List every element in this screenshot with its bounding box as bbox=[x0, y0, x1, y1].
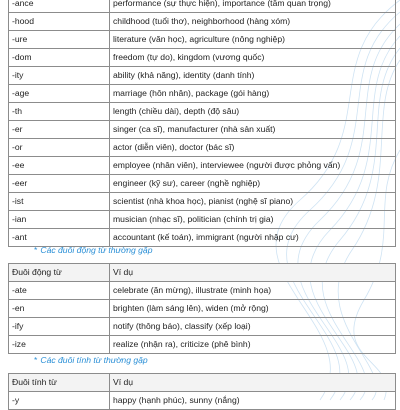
example-cell: marriage (hôn nhân), package (gói hàng) bbox=[110, 85, 396, 103]
suffix-cell: -age bbox=[9, 85, 110, 103]
suffix-cell: -ure bbox=[9, 31, 110, 49]
column-header-suffix: Đuôi tính từ bbox=[9, 374, 110, 392]
table-row bbox=[9, 211, 396, 229]
column-header-example: Ví dụ bbox=[110, 264, 396, 282]
table-row bbox=[9, 300, 396, 318]
suffix-cell: -ance bbox=[9, 0, 110, 13]
noun-suffix-table bbox=[8, 0, 396, 247]
table-row bbox=[9, 13, 396, 31]
example-cell: scientist (nhà khoa học), pianist (nghệ sĩ piano) bbox=[110, 193, 396, 211]
table-row bbox=[9, 282, 396, 300]
suffix-cell: -hood bbox=[9, 13, 110, 31]
example-cell: happy (hạnh phúc), sunny (nắng) bbox=[110, 392, 396, 410]
example-cell: actor (diễn viên), doctor (bác sĩ) bbox=[110, 139, 396, 157]
suffix-cell: -ian bbox=[9, 211, 110, 229]
column-header-example: Ví dụ bbox=[110, 374, 396, 392]
verb-suffix-heading bbox=[34, 245, 153, 255]
suffix-cell: -ity bbox=[9, 67, 110, 85]
example-cell: freedom (tự do), kingdom (vương quốc) bbox=[110, 49, 396, 67]
suffix-cell: -or bbox=[9, 139, 110, 157]
verb-suffix-table bbox=[8, 263, 396, 354]
example-cell: literature (văn học), agriculture (nông nghiệp) bbox=[110, 31, 396, 49]
adjective-suffix-heading bbox=[34, 355, 148, 365]
bullet-star-icon: * bbox=[34, 245, 38, 255]
table-row bbox=[9, 175, 396, 193]
suffix-cell: -ate bbox=[9, 282, 110, 300]
suffix-cell: -ize bbox=[9, 336, 110, 354]
table-row bbox=[9, 0, 396, 13]
table-row bbox=[9, 49, 396, 67]
example-cell: notify (thông báo), classify (xếp loại) bbox=[110, 318, 396, 336]
suffix-cell: -th bbox=[9, 103, 110, 121]
example-cell: ability (khả năng), identity (danh tính) bbox=[110, 67, 396, 85]
table-row bbox=[9, 157, 396, 175]
suffix-cell: -ee bbox=[9, 157, 110, 175]
example-cell: employee (nhân viên), interviewee (người được phỏng vấn) bbox=[110, 157, 396, 175]
table-row bbox=[9, 85, 396, 103]
suffix-cell: -er bbox=[9, 121, 110, 139]
table-row bbox=[9, 121, 396, 139]
suffix-cell: -ify bbox=[9, 318, 110, 336]
suffix-cell: -ist bbox=[9, 193, 110, 211]
example-cell: brighten (làm sáng lên), widen (mở rộng) bbox=[110, 300, 396, 318]
table-row bbox=[9, 193, 396, 211]
table-row bbox=[9, 336, 396, 354]
table-header-row bbox=[9, 264, 396, 282]
table-row bbox=[9, 103, 396, 121]
example-cell: childhood (tuổi thơ), neighborhood (hàng xóm) bbox=[110, 13, 396, 31]
example-cell: accountant (kế toán), immigrant (người nhập cư) bbox=[110, 229, 396, 247]
table-row bbox=[9, 229, 396, 247]
example-cell: celebrate (ăn mừng), illustrate (minh họa) bbox=[110, 282, 396, 300]
bullet-star-icon: * bbox=[34, 355, 38, 365]
suffix-cell: -ant bbox=[9, 229, 110, 247]
suffix-cell: -y bbox=[9, 392, 110, 410]
example-cell: singer (ca sĩ), manufacturer (nhà sản xuất) bbox=[110, 121, 396, 139]
adjective-heading-text: Các đuôi tính từ thường gặp bbox=[40, 355, 148, 365]
example-cell: musician (nhạc sĩ), politician (chính trị gia) bbox=[110, 211, 396, 229]
column-header-suffix: Đuôi động từ bbox=[9, 264, 110, 282]
table-row bbox=[9, 31, 396, 49]
adjective-suffix-table bbox=[8, 373, 396, 410]
table-row bbox=[9, 67, 396, 85]
example-cell: realize (nhận ra), criticize (phê bình) bbox=[110, 336, 396, 354]
example-cell: length (chiều dài), depth (độ sâu) bbox=[110, 103, 396, 121]
verb-heading-text: Các đuôi động từ thường gặp bbox=[40, 245, 153, 255]
suffix-cell: -en bbox=[9, 300, 110, 318]
suffix-cell: -eer bbox=[9, 175, 110, 193]
example-cell: engineer (kỹ sư), career (nghề nghiệp) bbox=[110, 175, 396, 193]
table-row bbox=[9, 139, 396, 157]
table-row bbox=[9, 318, 396, 336]
table-row bbox=[9, 392, 396, 410]
suffix-cell: -dom bbox=[9, 49, 110, 67]
example-cell: performance (sự thực hiện), importance (tầm quan trọng) bbox=[110, 0, 396, 13]
table-header-row bbox=[9, 374, 396, 392]
